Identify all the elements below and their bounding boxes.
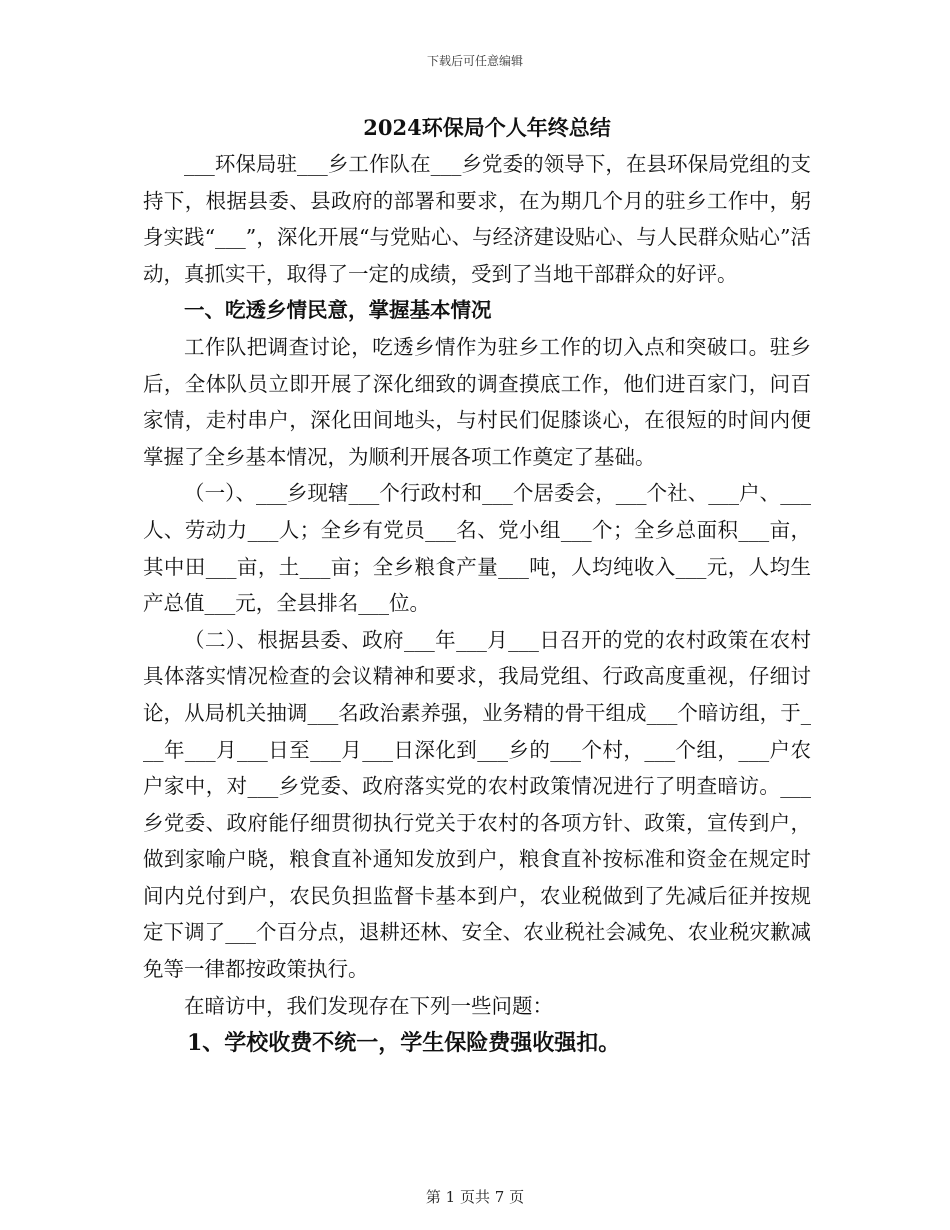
document-title: 2024环保局个人年终总结 [363, 115, 611, 140]
section-1-paragraph: 工作队把调查讨论，吃透乡情作为驻乡工作的切入点和突破口。驻乡后，全体队员立即开展了深化细致的调查摸底工作，他们进百家门，问百家情，走村串户，深化田间地头，与村民们促膝谈心，在很短的时间内便掌握了全乡基本情况，为顺利开展各项工作奠定了基础。 [143, 334, 811, 469]
subsection-2-paragraph: （二）、根据县委、政府___年___月___日召开的党的农村政策在农村具体落实情况检查的会议精神和要求，我局党组、行政高度重视，仔细讨论，从局机关抽调___名政治素养强，业务精的骨干组成___个暗访组，于___年___月___日至___月___日深化到___乡的___个村，___个组，___户农户家中，对___乡党委、政府落实党的农村政策情况进行了明查暗访。___乡党委、政府能仔细贯彻执行党关于农村的各项方针、政策，宣传到户，做到家喻户晓，粮食直补通知发放到户，粮食直补按标准和资金在规定时间内兑付到户，农民负担监督卡基本到户，农业税做到了先减后征并按规定下调了___个百分点，退耕还林、安全、农业税社会减免、农业税灾歉减免等一律都按政策执行。 [143, 627, 811, 982]
page-header: 下载后可任意编辑 [426, 54, 523, 68]
document-body [143, 110, 811, 1062]
problem-heading-1: 1、学校收费不统一，学生保险费强收强扣。 [187, 1030, 621, 1057]
section-heading-1: 一、吃透乡情民意，掌握基本情况 [184, 298, 492, 323]
intro-paragraph: ___环保局驻___乡工作队在___乡党委的领导下，在县环保局党组的支持下，根据县委、县政府的部署和要求，在为期几个月的驻乡工作中，躬身实践“___”，深化开展“与党贴心、与经济建设贴心、与人民群众贴心”活动，真抓实干，取得了一定的成绩，受到了当地干部群众的好评。 [143, 152, 811, 286]
problems-intro-paragraph: 在暗访中，我们发现存在下列一些问题： [184, 993, 553, 1018]
subsection-1-paragraph: （一）、___乡现辖___个行政村和___个居委会，___个社、___户、___人、劳动力___人；全乡有党员___名、党小组___个；全乡总面积___亩，其中田___亩，土___亩；全乡粮食产量___吨，人均纯收入___元，人均生产总值___元，全县排名___位。 [143, 481, 811, 616]
page-footer: 第 1 页共 7 页 [425, 1188, 525, 1206]
